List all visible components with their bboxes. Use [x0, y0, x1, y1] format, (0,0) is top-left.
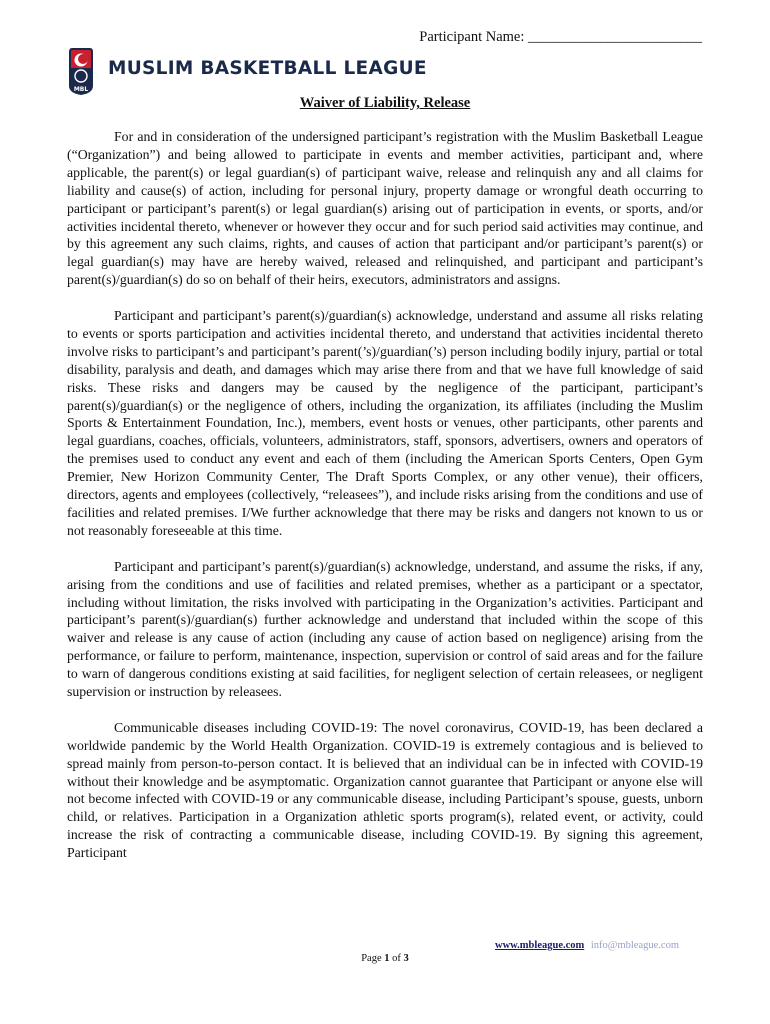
basketball-badge-icon [68, 46, 94, 96]
page-total: 3 [403, 953, 409, 964]
waiver-paragraph: Communicable diseases including COVID-19: The novel coronavirus, COVID-19, has been declared a worldwide pandemic by the World Health Organization. COVID-19 is extremely contagious and is believed to spread mainly from person-to-person contact. It is believed that an individual can be in infected with COVID-19 without their knowledge and be asymptomatic. Organization cannot guarantee that Participant or anyone else will not become infected with COVID-19 or any communicable disease, including Participant’s spouse, guests, unborn child, or relatives. Participation in a Organization athletic sports program(s), related event, or activity, could increase the risk of contracting a communicable disease, including COVID-19. By signing this agreement, Participant [67, 719, 703, 861]
league-brand-name: MUSLIM BASKETBALL LEAGUE [108, 58, 427, 79]
email-link[interactable]: info@mbleague.com [590, 940, 679, 951]
document-body [67, 128, 703, 880]
waiver-paragraph: Participant and participant’s parent(s)/guardian(s) acknowledge, understand, and assume the risks, if any, arising from the conditions and use of facilities and related premises, whether as a participant or a spectator, including without limitation, the risks involved with participating in the Organization’s activities. Participant and participant’s parent(s)/guardian(s) further acknowledge and understand that included within the scope of this waiver and release is any cause of action (including any cause of action based on negligence) arising from the performance, or failure to perform, maintenance, inspection, supervision or control of said areas and for the failure to warn of dangerous conditions existing at said facilities, for negligent selection of certain releasees, or negligent supervision or instruction by releasees. [67, 558, 703, 700]
website-link[interactable]: www.mbleague.com [495, 940, 585, 951]
page-current: 1 [384, 953, 390, 964]
waiver-paragraph: Participant and participant’s parent(s)/guardian(s) acknowledge, understand and assume all risks relating to events or sports participation and activities incidental thereto, and understand that activities incidental thereto involve risks to participant’s and participant’s parent(’s)/guardian(’s) person including bodily injury, partial or total disability, paralysis and death, and damages which may arise there from and that we have full knowledge of said risks. These risks and dangers may be caused by the negligence of the participant, participant’s parent(s)/guardian(s) or the negligence of others, including the organization, its affiliates (including the Muslim Sports & Entertainment Foundation, Inc.), members, event hosts or venues, other participants, other parents and legal guardians, coaches, officials, volunteers, administrators, staff, sponsors, advertisers, owners and operators of the premises used to conduct any event and each of them (including the American Sports Centers, Open Gym Premier, New Horizon Community Center, The Draft Sports Complex, or any other venue), their officers, directors, agents and employees (collectively, “releasees”), and include risks arising from the conditions and use of facilities and related premises. I/We further acknowledge that there may be risks and dangers not known to us or not reasonably foreseeable at this time. [67, 308, 703, 538]
participant-name-line [419, 29, 702, 46]
page-word: Page [361, 953, 382, 964]
page-of: of [392, 953, 401, 964]
participant-name-label: Participant Name: [419, 29, 525, 45]
page-number [0, 953, 770, 964]
footer-links [495, 940, 679, 951]
waiver-paragraph: For and in consideration of the undersigned participant’s registration with the Muslim Basketball League (“Organization”) and being allowed to participate in events and member activities, participant and, where applicable, the parent(s) or legal guardian(s) of participant waive, release and relinquish any and all claims for liability and cause(s) of action, including for personal injury, property damage or wrongful death occurring to participant or participant’s parent(s) or legal guardian(s) arising out of participation in events, or sports, and/or activities incidental thereto, whenever or however they occur and for such period said activities may continue, and by this agreement any such claims, rights, and causes of action that participant and/or participant’s parent(s) or legal guardian(s) may have are hereby waived, released and relinquished, and participant and participant’s parent(s)/guardian(s) do so on behalf of their heirs, executors, administrators and assigns. [67, 129, 703, 288]
league-logo [64, 46, 427, 96]
badge-text: MBL [73, 86, 89, 93]
participant-name-blank: ________________________ [528, 29, 702, 45]
document-title: Waiver of Liability, Release [299, 95, 471, 111]
